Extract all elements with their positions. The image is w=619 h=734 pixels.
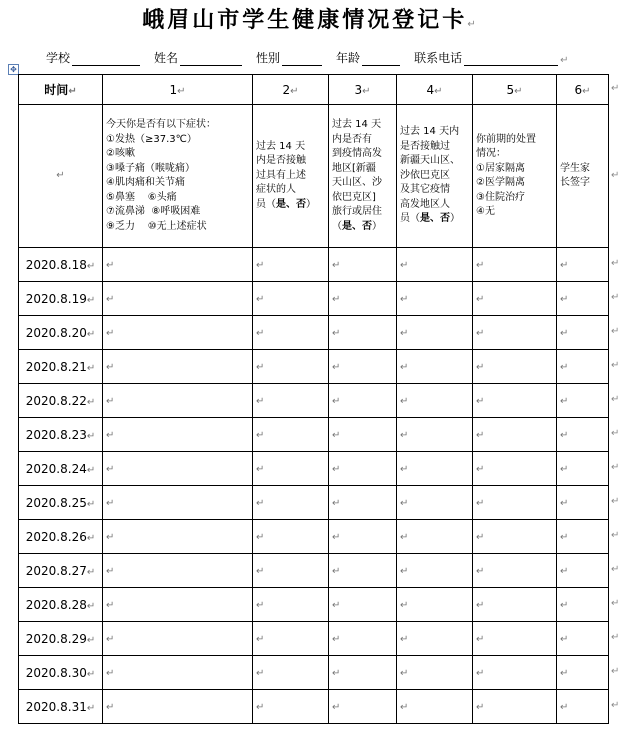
table-row: 2020.8.28↵ ↵ ↵ ↵ ↵ ↵ ↵ ↵ [19, 588, 609, 622]
answer-cell-2[interactable]: ↵ [253, 554, 329, 588]
gender-field[interactable] [282, 51, 322, 66]
answer-cell-1[interactable]: ↵ [103, 350, 253, 384]
age-field[interactable] [362, 51, 400, 66]
answer-cell-6[interactable]: ↵ [557, 690, 609, 724]
col-header-1: 1↵ [103, 75, 253, 105]
col-header-6: 6↵ [557, 75, 609, 105]
answer-cell-3[interactable]: ↵ [329, 350, 397, 384]
answer-cell-1[interactable]: ↵ [103, 384, 253, 418]
date-cell: 2020.8.31↵ [19, 690, 103, 724]
answer-cell-2[interactable]: ↵ [253, 418, 329, 452]
answer-cell-6[interactable]: ↵ [557, 656, 609, 690]
answer-cell-2[interactable]: ↵ [253, 486, 329, 520]
answer-cell-2[interactable]: ↵ [253, 452, 329, 486]
name-field[interactable] [180, 51, 242, 66]
answer-cell-4[interactable]: ↵ [397, 588, 473, 622]
answer-cell-4[interactable]: ↵ [397, 316, 473, 350]
answer-cell-5[interactable]: ↵ [473, 248, 557, 282]
answer-cell-6[interactable]: ↵ [557, 384, 609, 418]
age-label: 年龄 [336, 51, 361, 65]
answer-cell-3[interactable]: ↵ [329, 622, 397, 656]
answer-cell-3[interactable]: ↵ [329, 282, 397, 316]
question-1-symptoms: 今天你是否有以下症状： ①发热（≥37.3℃） ②咳嗽 ③嗓子痛（喉咙痛） ④肌肉痛和关节痛 ⑤鼻塞 ⑥头痛 ⑦流鼻涕 ⑧呼吸困难 ⑨乏力 ⑩无上述症状 [103, 105, 253, 248]
answer-cell-6[interactable]: ↵ [557, 282, 609, 316]
answer-cell-4[interactable]: ↵ [397, 520, 473, 554]
answer-cell-6[interactable]: ↵ [557, 248, 609, 282]
answer-cell-5[interactable]: ↵ [473, 350, 557, 384]
paragraph-mark: ↵ [560, 55, 569, 66]
answer-cell-4[interactable]: ↵ [397, 248, 473, 282]
answer-cell-5[interactable]: ↵ [473, 622, 557, 656]
question-time-cell: ↵ [19, 105, 103, 248]
answer-cell-5[interactable]: ↵ [473, 520, 557, 554]
answer-cell-3[interactable]: ↵ [329, 588, 397, 622]
answer-cell-2[interactable]: ↵ [253, 690, 329, 724]
date-cell: 2020.8.18↵ [19, 248, 103, 282]
answer-cell-3[interactable]: ↵ [329, 452, 397, 486]
answer-cell-1[interactable]: ↵ [103, 316, 253, 350]
question-2-contact: 过去 14 天 内是否接触 过具有上述 症状的人 员（是、否） [253, 105, 329, 248]
answer-cell-6[interactable]: ↵ [557, 452, 609, 486]
phone-label: 联系电话 [414, 51, 463, 65]
col-header-4: 4↵ [397, 75, 473, 105]
answer-cell-4[interactable]: ↵ [397, 656, 473, 690]
answer-cell-4[interactable]: ↵ [397, 452, 473, 486]
table-row: 2020.8.22↵ ↵ ↵ ↵ ↵ ↵ ↵ ↵ [19, 384, 609, 418]
school-label: 学校 [46, 51, 71, 65]
answer-cell-5[interactable]: ↵ [473, 452, 557, 486]
answer-cell-3[interactable]: ↵ [329, 656, 397, 690]
answer-cell-2[interactable]: ↵ [253, 248, 329, 282]
date-cell: 2020.8.20↵ [19, 316, 103, 350]
answer-cell-6[interactable]: ↵ [557, 554, 609, 588]
question-6-parent-signature: 学生家 长签字 [557, 105, 609, 248]
gender-label: 性别 [256, 51, 281, 65]
col-header-2: 2↵ [253, 75, 329, 105]
question-5-handling: 你前期的处置 情况： ①居家隔离 ②医学隔离 ③住院治疗 ④无 [473, 105, 557, 248]
table-row: 2020.8.19↵ ↵ ↵ ↵ ↵ ↵ ↵ ↵ [19, 282, 609, 316]
date-cell: 2020.8.22↵ [19, 384, 103, 418]
date-cell: 2020.8.29↵ [19, 622, 103, 656]
answer-cell-1[interactable]: ↵ [103, 656, 253, 690]
table-row: 2020.8.21↵ ↵ ↵ ↵ ↵ ↵ ↵ ↵ [19, 350, 609, 384]
page-title: 峨眉山市学生健康情况登记卡↵ [142, 8, 476, 33]
answer-cell-4[interactable]: ↵ [397, 350, 473, 384]
table-row: 2020.8.31↵ ↵ ↵ ↵ ↵ ↵ ↵ ↵ [19, 690, 609, 724]
date-cell: 2020.8.25↵ [19, 486, 103, 520]
table-row: 2020.8.26↵ ↵ ↵ ↵ ↵ ↵ ↵ ↵ [19, 520, 609, 554]
answer-cell-6[interactable]: ↵ [557, 588, 609, 622]
answer-cell-4[interactable]: ↵ [397, 418, 473, 452]
table-row: 2020.8.20↵ ↵ ↵ ↵ ↵ ↵ ↵ ↵ [19, 316, 609, 350]
student-info-line [46, 46, 568, 66]
answer-cell-3[interactable]: ↵ [329, 248, 397, 282]
phone-field[interactable] [464, 51, 558, 66]
answer-cell-3[interactable]: ↵ [329, 486, 397, 520]
answer-cell-2[interactable]: ↵ [253, 520, 329, 554]
answer-cell-1[interactable]: ↵ [103, 520, 253, 554]
answer-cell-1[interactable]: ↵ [103, 452, 253, 486]
answer-cell-1[interactable]: ↵ [103, 248, 253, 282]
question-4-exposure: 过去 14 天内 是否接触过 新疆天山区、 沙依巴克区 及其它疫情 高发地区人 员（是、否） [397, 105, 473, 248]
date-cell: 2020.8.23↵ [19, 418, 103, 452]
answer-cell-1[interactable]: ↵ [103, 690, 253, 724]
answer-cell-1[interactable]: ↵ [103, 418, 253, 452]
answer-cell-1[interactable]: ↵ [103, 554, 253, 588]
answer-cell-5[interactable]: ↵ [473, 554, 557, 588]
answer-cell-2[interactable]: ↵ [253, 282, 329, 316]
question-row: ↵ 今天你是否有以下症状： ①发热（≥37.3℃） ②咳嗽 ③嗓子痛（喉咙痛） ④肌肉痛和关节痛 ⑤鼻塞 ⑥头痛 ⑦流鼻涕 ⑧呼吸困难 ⑨乏力 ⑩无上述症状 过去 14 天 内是否接触 过具有上述 症状的人 员（是、否） 过去 14 天 内是否有 到疫情高发 地区[新疆 天山区、沙 依巴克区] 旅行或居住 （是、否） 过去 14 天内 是否接触过 新疆天山区、 沙依巴克区 及其它疫情 高发地区人 员（是、否） 你前期的处置 情况： ①居家隔离 ②医学隔离 ③住院治疗 ④无 学生家 长签字 ↵ [19, 105, 609, 248]
answer-cell-1[interactable]: ↵ [103, 486, 253, 520]
answer-cell-1[interactable]: ↵ [103, 282, 253, 316]
answer-cell-1[interactable]: ↵ [103, 622, 253, 656]
answer-cell-2[interactable]: ↵ [253, 384, 329, 418]
answer-cell-3[interactable]: ↵ [329, 316, 397, 350]
answer-cell-5[interactable]: ↵ [473, 282, 557, 316]
date-cell: 2020.8.30↵ [19, 656, 103, 690]
col-header-5: 5↵ [473, 75, 557, 105]
answer-cell-3[interactable]: ↵ [329, 554, 397, 588]
answer-cell-6[interactable]: ↵ [557, 520, 609, 554]
answer-cell-6[interactable]: ↵ [557, 316, 609, 350]
answer-cell-5[interactable]: ↵ [473, 418, 557, 452]
answer-cell-2[interactable]: ↵ [253, 316, 329, 350]
name-label: 姓名 [154, 51, 179, 65]
question-3-travel: 过去 14 天 内是否有 到疫情高发 地区[新疆 天山区、沙 依巴克区] 旅行或居住 （是、否） [329, 105, 397, 248]
answer-cell-6[interactable]: ↵ [557, 350, 609, 384]
col-header-3: 3↵ [329, 75, 397, 105]
answer-cell-1[interactable]: ↵ [103, 588, 253, 622]
date-cell: 2020.8.28↵ [19, 588, 103, 622]
answer-cell-5[interactable]: ↵ [473, 384, 557, 418]
answer-cell-2[interactable]: ↵ [253, 350, 329, 384]
answer-cell-6[interactable]: ↵ [557, 418, 609, 452]
health-record-table [18, 74, 619, 724]
answer-cell-3[interactable]: ↵ [329, 384, 397, 418]
move-cross-icon[interactable]: ✥ [8, 64, 19, 75]
date-cell: 2020.8.24↵ [19, 452, 103, 486]
table-row: 2020.8.30↵ ↵ ↵ ↵ ↵ ↵ ↵ ↵ [19, 656, 609, 690]
answer-cell-4[interactable]: ↵ [397, 622, 473, 656]
answer-cell-4[interactable]: ↵ [397, 554, 473, 588]
date-cell: 2020.8.19↵ [19, 282, 103, 316]
answer-cell-3[interactable]: ↵ [329, 520, 397, 554]
table-row: 2020.8.24↵ ↵ ↵ ↵ ↵ ↵ ↵ ↵ [19, 452, 609, 486]
answer-cell-2[interactable]: ↵ [253, 588, 329, 622]
answer-cell-2[interactable]: ↵ [253, 656, 329, 690]
answer-cell-6[interactable]: ↵ [557, 486, 609, 520]
answer-cell-5[interactable]: ↵ [473, 316, 557, 350]
answer-cell-3[interactable]: ↵ [329, 690, 397, 724]
answer-cell-4[interactable]: ↵ [397, 690, 473, 724]
school-field[interactable] [72, 51, 140, 66]
answer-cell-5[interactable]: ↵ [473, 656, 557, 690]
header-row: 时间↵ 1↵ 2↵ 3↵ 4↵ 5↵ 6↵ ↵ [19, 75, 609, 105]
time-header: 时间↵ [19, 75, 103, 105]
table-row: 2020.8.25↵ ↵ ↵ ↵ ↵ ↵ ↵ ↵ [19, 486, 609, 520]
table-row: 2020.8.18↵ ↵ ↵ ↵ ↵ ↵ ↵ ↵ [19, 248, 609, 282]
table-row: 2020.8.29↵ ↵ ↵ ↵ ↵ ↵ ↵ ↵ [19, 622, 609, 656]
answer-cell-5[interactable]: ↵ [473, 588, 557, 622]
answer-cell-4[interactable]: ↵ [397, 384, 473, 418]
table-row: 2020.8.23↵ ↵ ↵ ↵ ↵ ↵ ↵ ↵ [19, 418, 609, 452]
answer-cell-3[interactable]: ↵ [329, 418, 397, 452]
date-cell: 2020.8.27↵ [19, 554, 103, 588]
answer-cell-5[interactable]: ↵ [473, 486, 557, 520]
date-cell: 2020.8.26↵ [19, 520, 103, 554]
table-row: 2020.8.27↵ ↵ ↵ ↵ ↵ ↵ ↵ ↵ [19, 554, 609, 588]
answer-cell-6[interactable]: ↵ [557, 622, 609, 656]
answer-cell-4[interactable]: ↵ [397, 486, 473, 520]
answer-cell-2[interactable]: ↵ [253, 622, 329, 656]
answer-cell-4[interactable]: ↵ [397, 282, 473, 316]
date-cell: 2020.8.21↵ [19, 350, 103, 384]
answer-cell-5[interactable]: ↵ [473, 690, 557, 724]
